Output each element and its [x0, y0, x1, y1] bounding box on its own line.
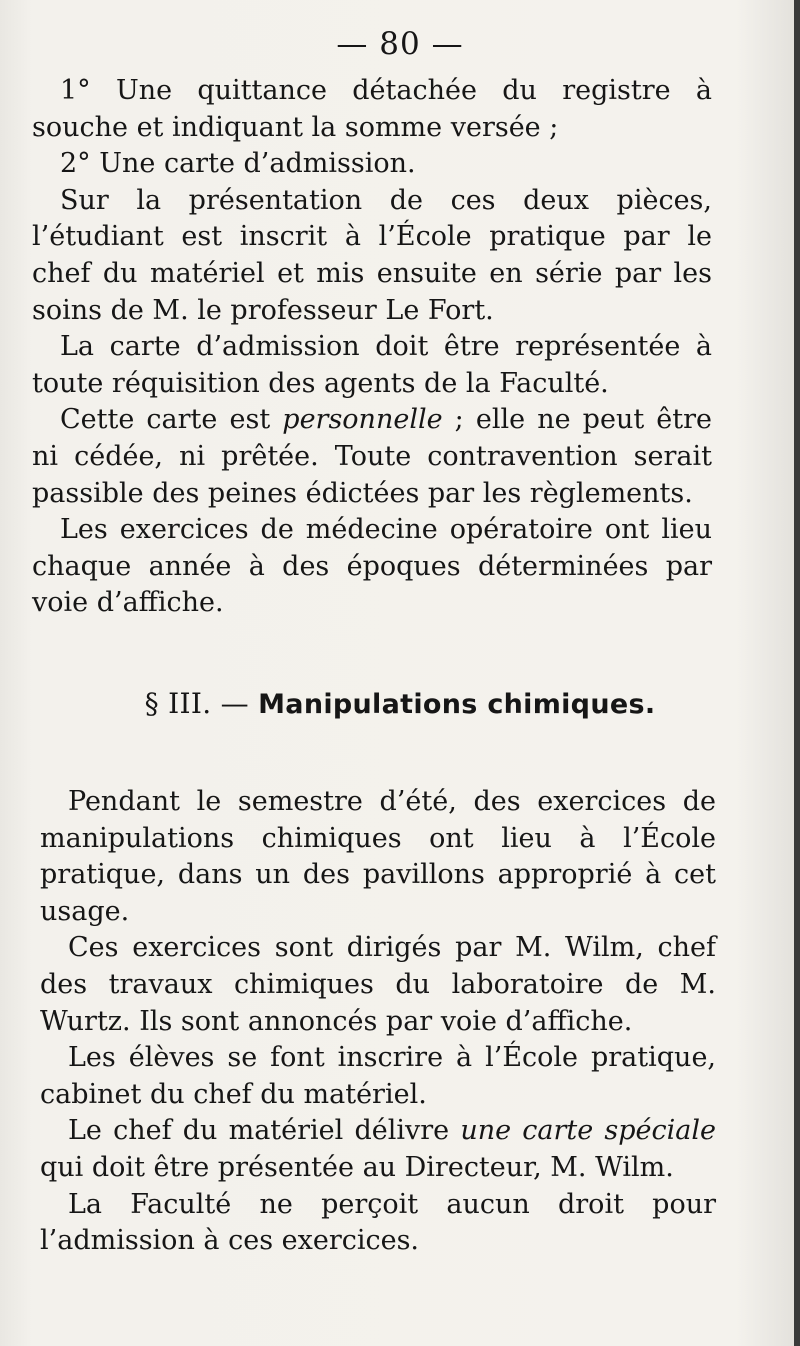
text-block-bottom	[40, 784, 716, 1260]
paragraph: Ces exercices sont dirigés par M. Wilm, chef des travaux chimiques du laboratoire de M. Wurtz. Ils sont annoncés par voie d’affiche.	[40, 932, 716, 1037]
paragraph: Les exercices de médecine opératoire ont lieu chaque année à des époques déterminées par voie d’affiche.	[32, 514, 712, 619]
page-number: — 80 —	[336, 26, 464, 62]
paragraph-text: Cette carte est	[60, 404, 283, 436]
section-title: Manipulations chimiques.	[258, 689, 656, 720]
page-edge-shadow	[794, 0, 800, 1346]
paragraph-text: Le chef du matériel délivre	[68, 1115, 461, 1147]
paragraph: Sur la présentation de ces deux pièces, l’étudiant est inscrit à l’École pratique par le chef du matériel et mis ensuite en série par les soins de M. le professeur Le Fort.	[32, 184, 712, 326]
paragraph: 1° Une quittance détachée du registre à souche et indiquant la somme versée ;	[32, 75, 712, 143]
paragraph: 2° Une carte d’admission.	[60, 148, 416, 180]
paragraph-text: qui doit être présentée au Directeur, M. Wilm.	[40, 1151, 674, 1183]
paragraph	[40, 1113, 716, 1186]
paragraph: Pendant le semestre d’été, des exercices de manipulations chimiques ont lieu à l’École pratique, dans un des pavillons approprié à cet usage.	[40, 786, 716, 927]
emphasized-text: une carte spéciale	[460, 1115, 716, 1147]
text-block-top	[32, 73, 712, 622]
section-heading	[0, 687, 800, 720]
paragraph-text: ; elle ne peut être ni cédée, ni prêtée. Toute contravention serait passible des peines édictées par les règlements.	[32, 404, 713, 509]
paragraph: La Faculté ne perçoit aucun droit pour l’admission à ces exercices.	[40, 1188, 716, 1257]
paragraph: La carte d’admission doit être représentée à toute réquisition des agents de la Faculté.	[32, 331, 712, 399]
paragraph	[32, 402, 712, 512]
paragraph: Les élèves se font inscrire à l’École pratique, cabinet du chef du matériel.	[40, 1042, 716, 1110]
section-number: § III. —	[144, 687, 249, 720]
emphasized-text: personnelle	[282, 404, 443, 436]
